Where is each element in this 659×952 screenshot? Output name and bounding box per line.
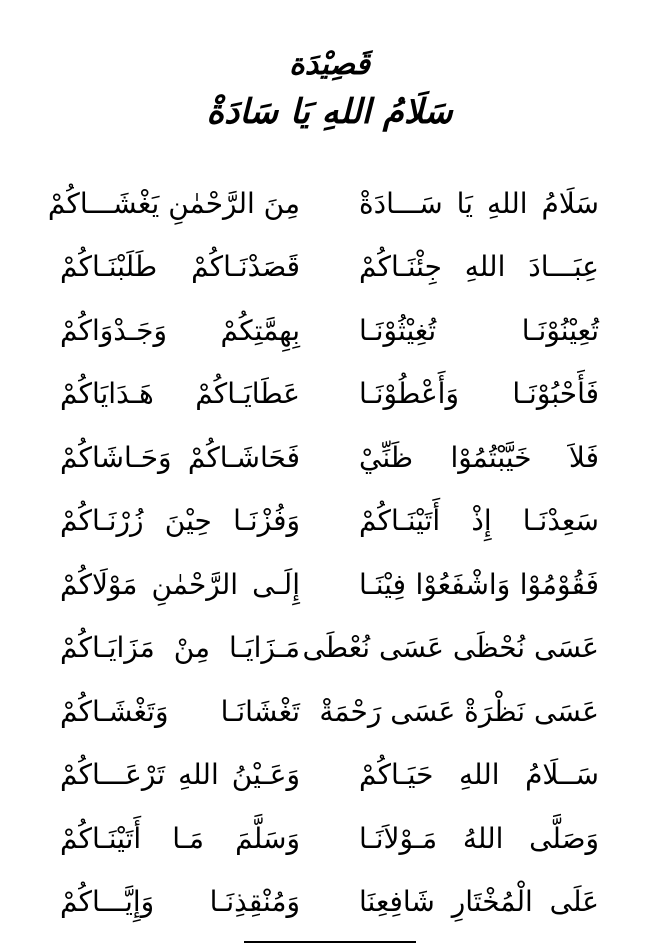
verse-row xyxy=(60,363,599,427)
verse-second-hemistich: عَطَايَـاكُمْ هَـدَايَاكُمْ xyxy=(60,377,300,411)
verse-first-hemistich: سَعِدْنَـا إِذْ أَتَيْنَـاكُمْ xyxy=(359,504,599,538)
verse-list xyxy=(47,172,599,934)
verse-second-hemistich: إِلَـى الرَّحْمٰنِ مَوْلَاكُمْ xyxy=(60,567,300,601)
verse-second-hemistich: مَـزَايَـا مِنْ مَزَايَـاكُمْ xyxy=(60,631,300,665)
verse-second-hemistich: وَفُزْنَـا حِيْنَ زُرْنَـاكُمْ xyxy=(60,504,300,538)
verse-row xyxy=(60,680,599,744)
verse-row xyxy=(60,871,599,935)
verse-second-hemistich: وَسَلَّمَ مَـا أَتَيْنَـاكُمْ xyxy=(60,821,300,855)
verse-row xyxy=(60,744,599,808)
verse-first-hemistich: فَأَحْبُوْنَـا وَأَعْطُوْنَـا xyxy=(359,377,599,411)
verse-row xyxy=(60,236,599,300)
verse-row xyxy=(60,807,599,871)
verse-first-hemistich: عَسَى نَظْرَةْ عَسَى رَحْمَةْ xyxy=(319,694,599,728)
verse-first-hemistich: سَــلَامُ اللهِ حَيَـاكُمْ xyxy=(359,758,599,792)
verse-first-hemistich: فَقُوْمُوْا وَاشْفَعُوْا فِيْنَـا xyxy=(359,567,599,601)
verse-first-hemistich: سَلَامُ اللهِ يَا سَـــادَةْ xyxy=(359,186,599,220)
title-line-2: سَلَامُ اللهِ يَا سَادَةْ xyxy=(206,92,453,132)
verse-first-hemistich: فَلاَ خَيَّبْتُمُوْا ظَنِّيْ xyxy=(359,440,599,474)
verse-row xyxy=(60,426,599,490)
verse-second-hemistich: فَحَاشَـاكُمْ وَحَـاشَاكُمْ xyxy=(60,440,300,474)
verse-second-hemistich: تَغْشَانَـا وَتَغْشَـاكُمْ xyxy=(60,694,300,728)
footer-divider xyxy=(244,941,416,943)
verse-row xyxy=(60,617,599,681)
verse-first-hemistich: عَلَى الْمُخْتَارِ شَافِعِنَا xyxy=(359,885,599,919)
title-line-1: قَصِيْدَة xyxy=(289,47,370,82)
verse-second-hemistich: مِنَ الرَّحْمٰنِ يَغْشَـــاكُمْ xyxy=(47,186,300,220)
verse-row xyxy=(47,172,599,236)
verse-second-hemistich: قَصَدْنَـاكُمْ طَلَبْنَـاكُمْ xyxy=(60,250,300,284)
verse-row xyxy=(60,299,599,363)
verse-first-hemistich: عِبَـــادَ اللهِ جِئْنَـاكُمْ xyxy=(359,250,599,284)
verse-first-hemistich: عَسَى نُحْظَى عَسَى نُعْطَى xyxy=(302,631,599,665)
verse-second-hemistich: وَعَـيْنُ اللهِ تَرْعَـــاكُمْ xyxy=(60,758,300,792)
verse-second-hemistich: وَمُنْقِذِنَـا وَإِيَّـــاكُمْ xyxy=(60,885,300,919)
verse-first-hemistich: وَصَلَّى اللهُ مَـوْلاَنَـا xyxy=(359,821,599,855)
verse-row xyxy=(60,553,599,617)
verse-first-hemistich: تُعِيْنُوْنَـا تُغِيْثُوْنَـا xyxy=(359,313,599,347)
verse-row xyxy=(60,490,599,554)
poem-title xyxy=(0,44,659,136)
verse-second-hemistich: بِهِمَّتِكُمْ وَجَـدْوَاكُمْ xyxy=(60,313,300,347)
